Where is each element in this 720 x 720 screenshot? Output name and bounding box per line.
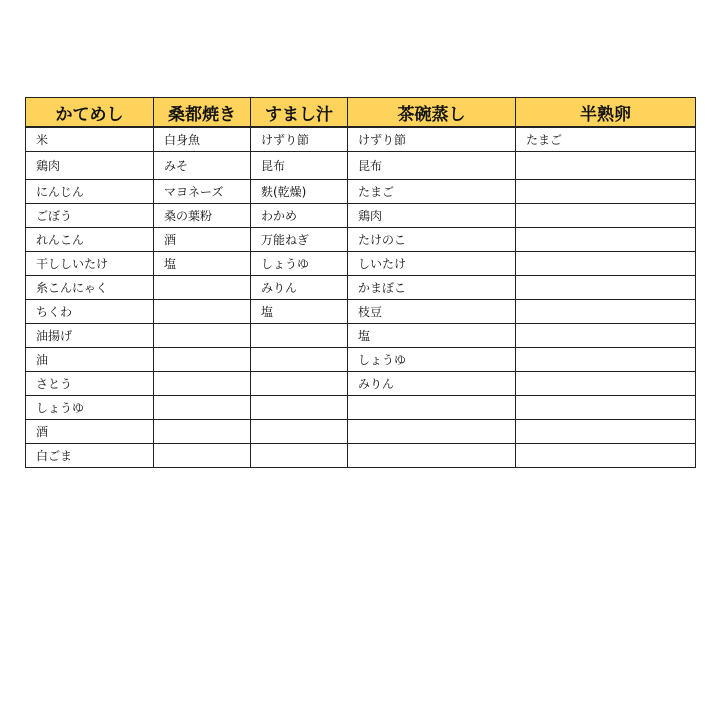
table-row — [26, 372, 696, 396]
table-cell: れんこん — [26, 228, 154, 252]
table-row — [26, 444, 696, 468]
table-cell — [516, 420, 696, 444]
table-cell: わかめ — [251, 204, 348, 228]
table-header — [26, 98, 696, 128]
table-cell: 塩 — [251, 300, 348, 324]
table-cell — [516, 324, 696, 348]
table-cell: 白ごま — [26, 444, 154, 468]
table-cell: 枝豆 — [348, 300, 516, 324]
header-katemeshi: かてめし — [26, 98, 154, 128]
table-cell: みそ — [154, 152, 251, 180]
table-cell — [348, 420, 516, 444]
header-row — [26, 98, 696, 128]
table-row — [26, 127, 696, 152]
table-cell — [251, 324, 348, 348]
table-cell — [251, 444, 348, 468]
table-cell: みりん — [348, 372, 516, 396]
table-cell: さとう — [26, 372, 154, 396]
table-cell — [154, 372, 251, 396]
table-cell: 昆布 — [251, 152, 348, 180]
table-cell: 鶏肉 — [348, 204, 516, 228]
table-body — [26, 127, 696, 468]
table-cell — [516, 180, 696, 204]
table-cell: 塩 — [154, 252, 251, 276]
header-soutoyaki: 桑都焼き — [154, 98, 251, 128]
table-cell — [516, 372, 696, 396]
table-cell: たけのこ — [348, 228, 516, 252]
table-cell — [516, 204, 696, 228]
table-cell: 白身魚 — [154, 127, 251, 152]
ingredient-table — [25, 97, 696, 468]
table-cell: 塩 — [348, 324, 516, 348]
table-cell — [251, 420, 348, 444]
table-cell — [516, 252, 696, 276]
table-row — [26, 276, 696, 300]
table-cell: けずり節 — [251, 127, 348, 152]
table-cell: ちくわ — [26, 300, 154, 324]
table-cell: しょうゆ — [26, 396, 154, 420]
table-cell: しいたけ — [348, 252, 516, 276]
table-cell: 油揚げ — [26, 324, 154, 348]
header-chawanmushi: 茶碗蒸し — [348, 98, 516, 128]
table-row — [26, 152, 696, 180]
table-cell — [154, 276, 251, 300]
table-cell: かまぼこ — [348, 276, 516, 300]
table-cell — [516, 396, 696, 420]
table-cell: たまご — [516, 127, 696, 152]
table-row — [26, 396, 696, 420]
table-cell — [516, 300, 696, 324]
header-sumashijiru: すまし汁 — [251, 98, 348, 128]
table-cell: 昆布 — [348, 152, 516, 180]
table-cell — [516, 152, 696, 180]
table-row — [26, 300, 696, 324]
table-cell — [154, 348, 251, 372]
table-cell: 万能ねぎ — [251, 228, 348, 252]
table-row — [26, 420, 696, 444]
table-row — [26, 252, 696, 276]
table-cell — [348, 396, 516, 420]
table-row — [26, 348, 696, 372]
table-cell — [154, 444, 251, 468]
table-cell — [154, 396, 251, 420]
table-cell — [348, 444, 516, 468]
table-cell: ごぼう — [26, 204, 154, 228]
table-cell: 麩(乾燥) — [251, 180, 348, 204]
table-cell: 干ししいたけ — [26, 252, 154, 276]
table-row — [26, 324, 696, 348]
table-cell: 鶏肉 — [26, 152, 154, 180]
table-cell — [516, 444, 696, 468]
header-hanjukutamago: 半熟卵 — [516, 98, 696, 128]
table-cell: みりん — [251, 276, 348, 300]
table-cell: しょうゆ — [348, 348, 516, 372]
table-cell: 酒 — [26, 420, 154, 444]
table-cell: たまご — [348, 180, 516, 204]
table-cell: しょうゆ — [251, 252, 348, 276]
table-row — [26, 228, 696, 252]
table-row — [26, 180, 696, 204]
table-cell: 桑の葉粉 — [154, 204, 251, 228]
table-cell: 酒 — [154, 228, 251, 252]
table-cell: けずり節 — [348, 127, 516, 152]
table-cell — [154, 324, 251, 348]
table-cell: マヨネーズ — [154, 180, 251, 204]
table-cell: 油 — [26, 348, 154, 372]
table-cell — [154, 420, 251, 444]
table-cell — [251, 372, 348, 396]
table-cell — [516, 228, 696, 252]
table-cell: 米 — [26, 127, 154, 152]
table-cell: 糸こんにゃく — [26, 276, 154, 300]
table-cell — [516, 348, 696, 372]
table-row — [26, 204, 696, 228]
table-cell — [516, 276, 696, 300]
table-cell: にんじん — [26, 180, 154, 204]
table-cell — [154, 300, 251, 324]
table-cell — [251, 348, 348, 372]
table-cell — [251, 396, 348, 420]
